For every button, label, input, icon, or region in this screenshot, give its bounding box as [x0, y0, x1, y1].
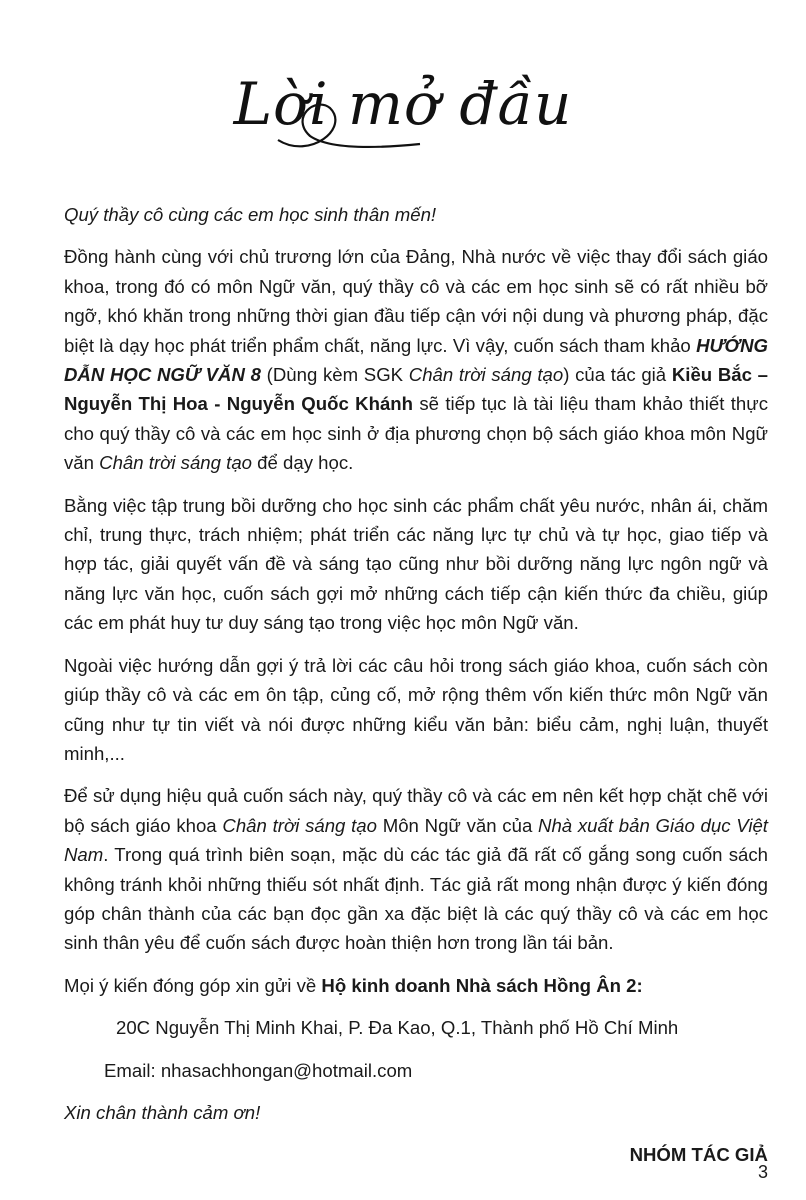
page-number: 3 — [757, 1162, 768, 1182]
p1-text-a: Đồng hành cùng với chủ trương lớn của Đảng, Nhà nước về việc thay đổi sách giáo khoa, trong đó có môn Ngữ văn, quý thầy cô và các em học sinh sẽ có rất nhiều bỡ ngỡ, khó khăn trong những thời gian đầu tiếp cận với nội dung và phương pháp, đặc biệt là dạy học phát triển phẩm chất, năng lực. Vì vậy, cuốn sách tham khảo — [64, 246, 768, 356]
body-text — [64, 200, 768, 1183]
contact-address: 20C Nguyễn Thị Minh Khai, P. Đa Kao, Q.1, Thành phố Hồ Chí Minh — [116, 1017, 679, 1039]
p1-text-e: để dạy học. — [252, 452, 354, 474]
book-title: HƯỚNG DẪN HỌC NGỮ VĂN 8 — [64, 334, 768, 386]
p4-text-c: . Trong quá trình biên soạn, mặc dù các tác giả đã rất cố gắng song cuốn sách không tránh khỏi những thiếu sót nhất định. Tác giả rất mong nhận được ý kiến đóng góp chân thành của các bạn đọc gần xa đặc biệt là các quý thầy cô và các em học sinh thân yêu để cuốn sách được hoàn thiện hơn trong lần tái bản. — [64, 844, 768, 954]
contact-email: Email: nhasachhongan@hotmail.com — [104, 1059, 413, 1081]
title-flourish — [270, 88, 540, 158]
p4-series: Chân trời sáng tạo — [222, 814, 377, 836]
contact-line — [64, 971, 768, 1000]
page-title: Lời mở đầu — [233, 70, 573, 138]
greeting: Quý thầy cô cùng các em học sinh thân mến! — [64, 204, 437, 225]
authors: Kiều Bắc – Nguyễn Thị Hoa - Nguyễn Quốc Khánh — [64, 364, 768, 415]
p1-text-b: (Dùng kèm SGK — [260, 364, 409, 386]
signature: NHÓM TÁC GIẢ — [629, 1144, 768, 1166]
p4-text-a: Để sử dụng hiệu quả cuốn sách này, quý thầy cô và các em nên kết hợp chặt chẽ với bộ sách giáo khoa — [64, 785, 768, 836]
contact-org: Hộ kinh doanh Nhà sách Hồng Ân 2: — [321, 974, 643, 996]
series-name-2: Chân trời sáng tạo — [99, 452, 253, 474]
publisher: Nhà xuất bản Giáo dục Việt Nam — [64, 814, 768, 866]
paragraph-4 — [64, 781, 768, 957]
p1-text-c: ) của tác giả — [563, 364, 672, 386]
series-name: Chân trời sáng tạo — [408, 364, 564, 386]
p1-text-d: sẽ tiếp tục là tài liệu tham khảo thiết thực cho quý thầy cô và các em học sinh ở địa phương chọn bộ sách giáo khoa môn Ngữ văn — [64, 393, 768, 474]
paragraph-2: Bằng việc tập trung bồi dưỡng cho học sinh các phẩm chất yêu nước, nhân ái, chăm chỉ, trung thực, trách nhiệm; phát triển các năng lực tự chủ và tự học, giao tiếp và hợp tác, giải quyết vấn đề và sáng tạo cũng như bồi dưỡng năng lực ngôn ngữ và năng lực văn học, cuốn sách gợi mở những cách tiếp cận kiến thức đa chiều, giúp các em phát huy tư duy sáng tạo trong việc học môn Ngữ văn. — [64, 494, 768, 634]
paragraph-3: Ngoài việc hướng dẫn gợi ý trả lời các câu hỏi trong sách giáo khoa, cuốn sách còn giúp thầy cô và các em ôn tập, củng cố, mở rộng thêm vốn kiến thức môn Ngữ văn cũng như tự tin viết và nói được những kiểu văn bản: biểu cảm, nghị luận, thuyết minh,... — [64, 654, 768, 764]
p4-text-b: Môn Ngữ văn của — [376, 814, 539, 836]
contact-lead: Mọi ý kiến đóng góp xin gửi về — [64, 974, 322, 996]
paragraph-1 — [64, 242, 768, 477]
thanks-line: Xin chân thành cảm ơn! — [64, 1101, 261, 1123]
